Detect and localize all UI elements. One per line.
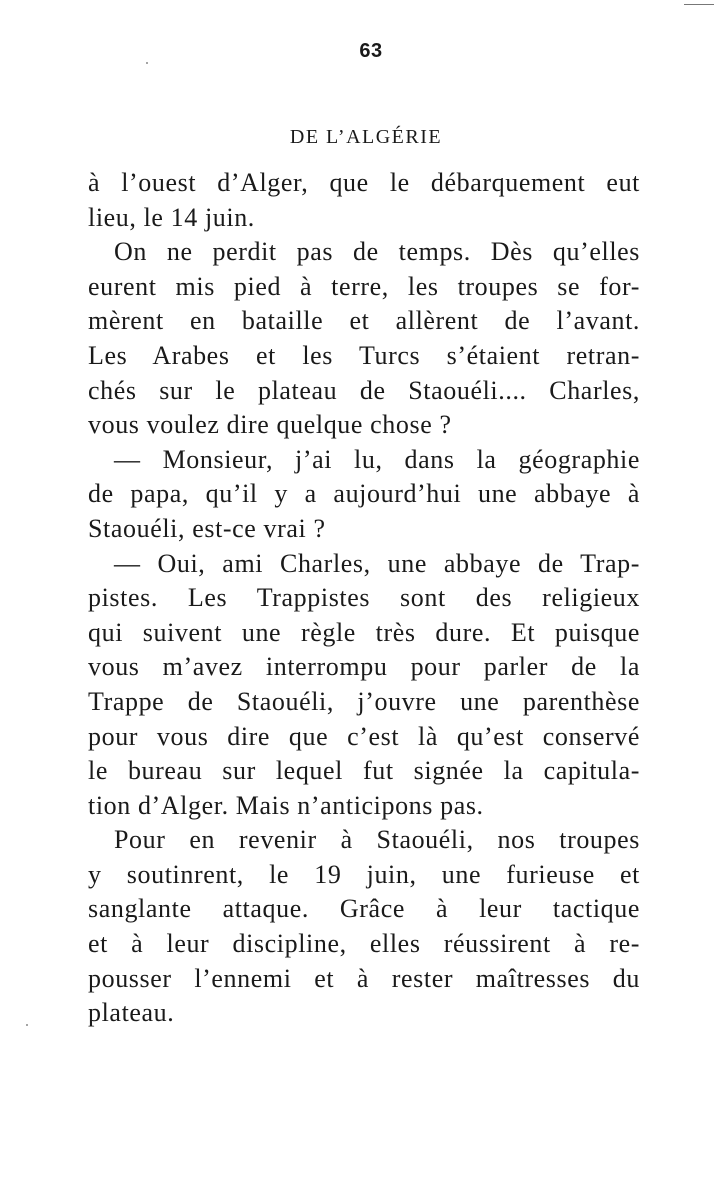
body-text [88, 166, 640, 1031]
scan-speck [26, 1024, 28, 1026]
text-line: qui suivent une règle très dure. Et puisque [88, 617, 640, 647]
text-line: eurent mis pied à terre, les troupes se for- [88, 271, 640, 301]
text-line: tion d’Alger. Mais n’anticipons pas. [88, 790, 484, 820]
text-line: de papa, qu’il y a aujourd’hui une abbaye à [88, 479, 640, 509]
text-line: mèrent en bataille et allèrent de l’avant. [88, 306, 640, 336]
text-line: — Monsieur, j’ai lu, dans la géographie [114, 444, 640, 474]
text-line: le bureau sur lequel fut signée la capitula- [88, 756, 640, 786]
text-line: et à leur discipline, elles réussirent à re- [88, 929, 640, 959]
text-line: On ne perdit pas de temps. Dès qu’elles [114, 237, 640, 267]
text-line: à l’ouest d’Alger, que le débarquement eut [88, 168, 640, 197]
text-line: Pour en revenir à Staouéli, nos troupes [114, 825, 640, 855]
text-line: Trappe de Staouéli, j’ouvre une parenthèse [88, 686, 640, 716]
text-line: Staouéli, est-ce vrai ? [88, 513, 326, 543]
text-line: vous voulez dire quelque chose ? [88, 410, 452, 440]
text-line: — Oui, ami Charles, une abbaye de Trap- [114, 548, 640, 578]
text-line: Les Arabes et les Turcs s’étaient retran- [88, 340, 640, 370]
running-head: DE L’ALGÉRIE [289, 126, 443, 148]
text-line: pousser l’ennemi et à rester maîtresses du [88, 963, 640, 993]
text-line: sanglante attaque. Grâce à leur tactique [88, 894, 640, 924]
text-line: chés sur le plateau de Staouéli.... Charles, [88, 375, 640, 405]
text-line: vous m’avez interrompu pour parler de la [88, 652, 640, 682]
page-number: 63 [359, 40, 383, 62]
text-line: pistes. Les Trappistes sont des religieux [88, 583, 640, 613]
scan-edge-mark [684, 4, 714, 5]
text-line: pour vous dire que c’est là qu’est conservé [88, 721, 640, 751]
text-line: lieu, le 14 juin. [88, 202, 255, 232]
text-line: plateau. [88, 998, 175, 1028]
text-line: y soutinrent, le 19 juin, une furieuse et [88, 859, 640, 889]
